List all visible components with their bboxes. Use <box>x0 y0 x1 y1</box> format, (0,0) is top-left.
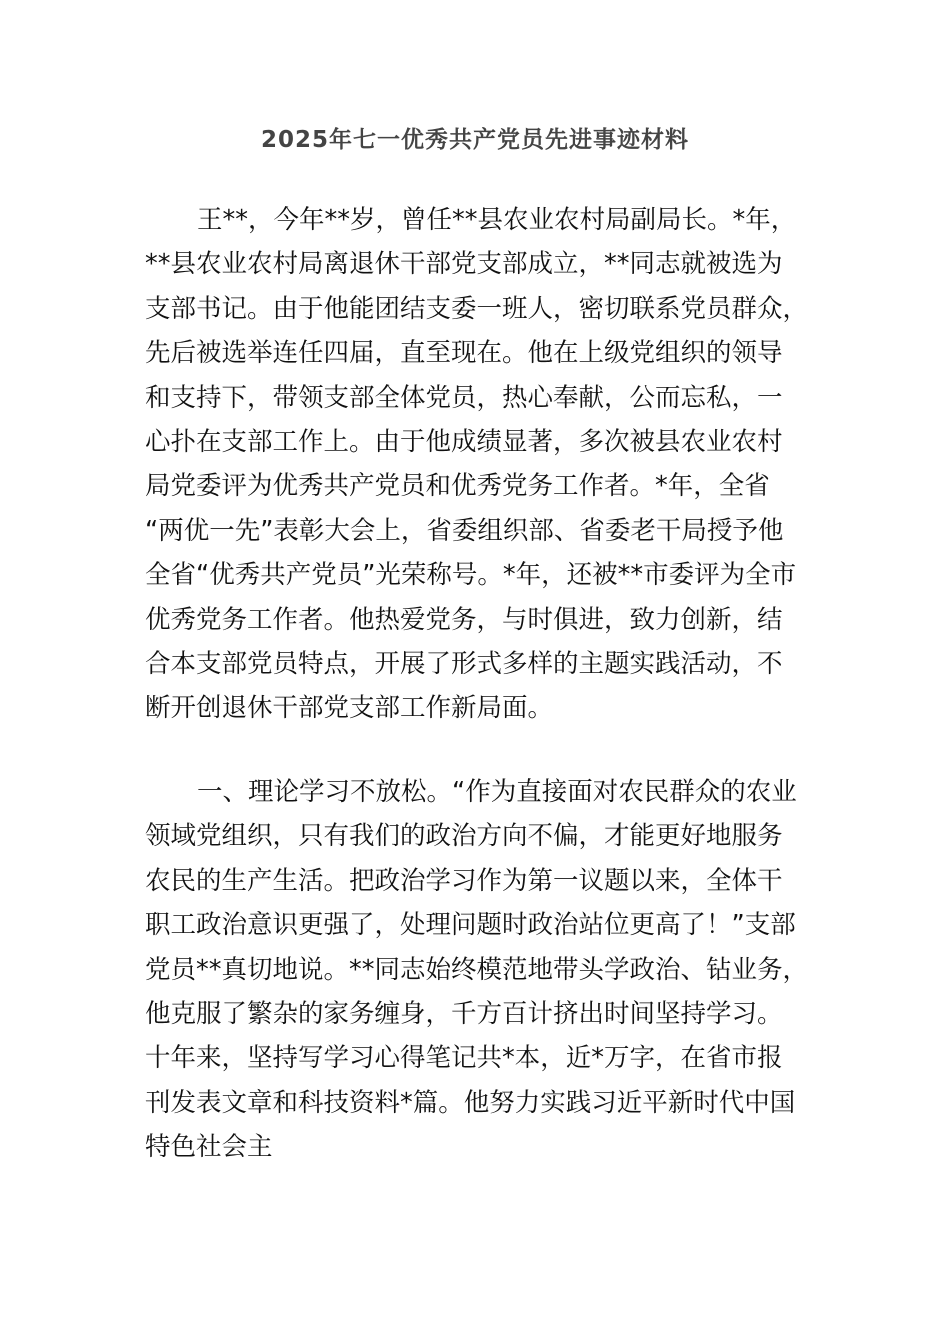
text-line: 断开创退休干部党支部工作新局面。 <box>145 693 554 724</box>
text-line: 合本支部党员特点，开展了形式多样的主题实践活动，不 <box>145 648 783 679</box>
document-title: 2025年七一优秀共产党员先进事迹材料 <box>260 127 689 153</box>
text-line: 农民的生产生活。把政治学习作为第一议题以来，全体干 <box>145 865 783 896</box>
paragraph-theory-study <box>145 770 815 1170</box>
text-line: 心扑在支部工作上。由于他成绩显著，多次被县农业农村 <box>145 426 783 457</box>
text-line: 全省“优秀共产党员”光荣称号。*年，还被**市委评为全市 <box>145 560 797 591</box>
text-line: 局党委评为优秀共产党员和优秀党务工作者。*年，全省 <box>145 471 770 502</box>
paragraph-intro <box>145 198 815 731</box>
text-line: 刊发表文章和科技资料*篇。他努力实践习近平新时代中国 <box>145 1087 796 1118</box>
text-line: 职工政治意识更强了，处理问题时政治站位更高了！”支部 <box>145 910 796 941</box>
text-line: 十年来，坚持写学习心得笔记共*本，近*万字，在省市报 <box>145 1043 783 1074</box>
text-line: 一、理论学习不放松。“作为直接面对农民群众的农业 <box>197 777 797 807</box>
text-line: 优秀党务工作者。他热爱党务，与时俱进，致力创新，结 <box>145 604 783 635</box>
text-line: **县农业农村局离退休干部党支部成立，**同志就被选为 <box>145 249 783 280</box>
text-line: 支部书记。由于他能团结支委一班人，密切联系党员群众， <box>145 293 809 324</box>
text-line: 特色社会主 <box>145 1132 273 1163</box>
text-line: 王**，今年**岁，曾任**县农业农村局副局长。*年， <box>197 205 797 235</box>
text-line: 他克服了繁杂的家务缠身，千方百计挤出时间坚持学习。 <box>145 998 783 1029</box>
text-line: “两优一先”表彰大会上，省委组织部、省委老干局授予他 <box>145 515 784 546</box>
text-line: 领域党组织，只有我们的政治方向不偏，才能更好地服务 <box>145 821 783 852</box>
text-line: 党员**真切地说。**同志始终模范地带头学政治、钻业务， <box>145 954 809 985</box>
text-line: 和支持下，带领支部全体党员，热心奉献，公而忘私，一 <box>145 382 783 413</box>
text-line: 先后被选举连任四届，直至现在。他在上级党组织的领导 <box>145 338 783 369</box>
